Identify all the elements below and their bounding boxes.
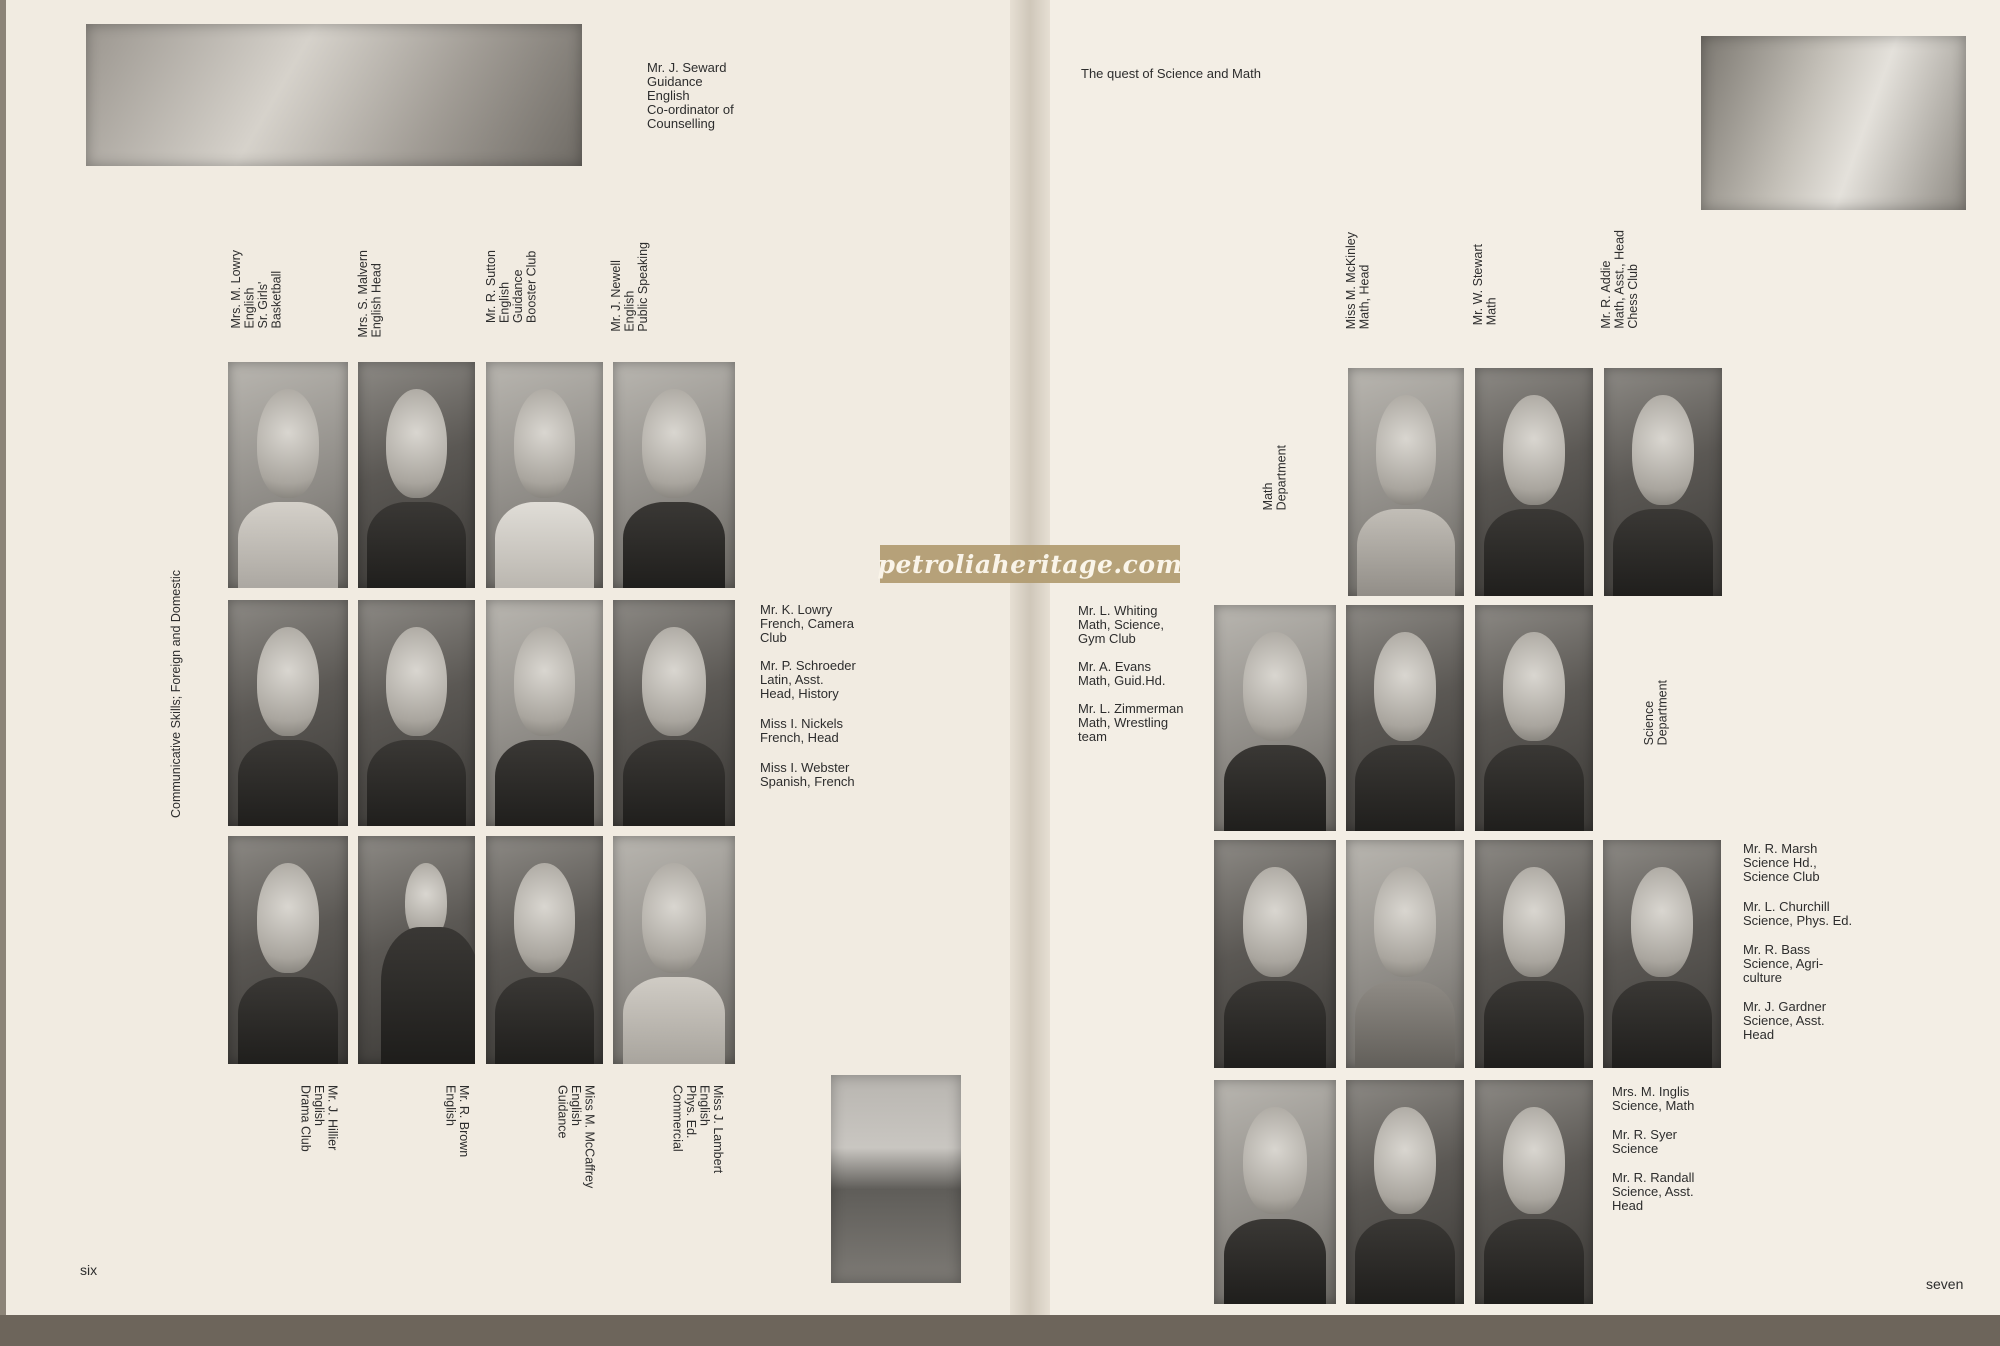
portrait-j-lambert: [613, 836, 735, 1064]
portrait-r-syer: [1346, 1080, 1464, 1304]
portrait-m-lowry: [228, 362, 348, 588]
portrait-s-malvern: [358, 362, 475, 588]
caption-r-brown: Mr. R. Brown English: [443, 1085, 471, 1158]
caption-r-addie: Mr. R. Addie Math, Asst., Head Chess Club: [1599, 230, 1640, 329]
caption-m-mccaffrey: Miss M. McCaffrey English Guidance: [555, 1085, 597, 1189]
caption-m-inglis: Mrs. M. Inglis Science, Math: [1612, 1084, 1695, 1113]
seward-caption: Mr. J. Seward Guidance English Co-ordinator of Counselling: [647, 60, 734, 131]
portrait-i-webster: [613, 600, 735, 826]
caption-l-zimmerman: Mr. L. Zimmerman Math, Wrestling team: [1078, 701, 1184, 744]
section-label-communicative: Communicative Skills; Foreign and Domestic: [169, 570, 183, 819]
portrait-m-inglis: [1214, 1080, 1336, 1304]
portrait-r-addie: [1604, 368, 1722, 596]
caption-i-nickels: Miss I. Nickels French, Head: [760, 716, 844, 745]
caption-s-malvern: Mrs. S. Malvern English Head: [356, 250, 384, 338]
portrait-l-zimmerman: [1475, 605, 1593, 831]
caption-l-churchill: Mr. L. Churchill Science, Phys. Ed.: [1743, 899, 1853, 928]
caption-r-bass: Mr. R. Bass Science, Agri- culture: [1743, 942, 1824, 985]
portrait-m-mckinley: [1348, 368, 1464, 596]
classroom-photo: [1701, 36, 1966, 210]
caption-i-webster: Miss I. Webster Spanish, French: [760, 760, 855, 789]
caption-j-lambert: Miss J. Lambert English Phys. Ed. Commercial: [670, 1085, 725, 1174]
portrait-k-lowry: [228, 600, 348, 826]
portrait-p-schroeder: [358, 600, 475, 826]
caption-w-stewart: Mr. W. Stewart Math: [1471, 244, 1499, 326]
science-department-label: Science Department: [1642, 680, 1670, 746]
portrait-m-mccaffrey: [486, 836, 603, 1064]
page-number-six: six: [80, 1262, 98, 1278]
page-number-seven: seven: [1926, 1276, 1964, 1292]
portrait-r-randall: [1475, 1080, 1593, 1304]
caption-j-hillier: Mr. J. Hillier English Drama Club: [298, 1085, 340, 1152]
portrait-w-stewart: [1475, 368, 1593, 596]
caption-j-gardner: Mr. J. Gardner Science, Asst. Head: [1743, 999, 1827, 1042]
portrait-l-whiting: [1214, 605, 1336, 831]
caption-r-sutton: Mr. R. Sutton English Guidance Booster Club: [484, 250, 539, 323]
book-cover-edge: [0, 1315, 2000, 1346]
field-photo: [831, 1075, 961, 1283]
math-department-label: Math Department: [1261, 445, 1289, 511]
watermark-banner: petroliaheritage.com: [880, 545, 1180, 583]
caption-j-newell: Mr. J. Newell English Public Speaking: [609, 242, 650, 332]
portrait-j-gardner: [1603, 840, 1721, 1068]
book-gutter: [1010, 0, 1050, 1346]
caption-r-marsh: Mr. R. Marsh Science Hd., Science Club: [1743, 841, 1820, 884]
portrait-j-hillier: [228, 836, 348, 1064]
portrait-r-sutton: [486, 362, 603, 588]
seward-photo: [86, 24, 582, 166]
portrait-j-newell: [613, 362, 735, 588]
caption-a-evans: Mr. A. Evans Math, Guid.Hd.: [1078, 659, 1166, 688]
caption-p-schroeder: Mr. P. Schroeder Latin, Asst. Head, History: [760, 658, 856, 701]
caption-r-syer: Mr. R. Syer Science: [1612, 1127, 1678, 1156]
caption-m-lowry: Mrs. M. Lowry English Sr. Girls' Basketball: [229, 250, 284, 329]
portrait-r-bass: [1475, 840, 1593, 1068]
caption-l-whiting: Mr. L. Whiting Math, Science, Gym Club: [1078, 603, 1164, 646]
portrait-r-brown: [358, 836, 475, 1064]
caption-m-mckinley: Miss M. McKinley Math, Head: [1344, 232, 1372, 330]
portrait-i-nickels: [486, 600, 603, 826]
portrait-l-churchill: [1346, 840, 1464, 1068]
right-page-title: The quest of Science and Math: [1081, 66, 1261, 81]
caption-k-lowry: Mr. K. Lowry French, Camera Club: [760, 602, 854, 645]
portrait-a-evans: [1346, 605, 1464, 831]
caption-r-randall: Mr. R. Randall Science, Asst. Head: [1612, 1170, 1695, 1213]
portrait-r-marsh: [1214, 840, 1336, 1068]
